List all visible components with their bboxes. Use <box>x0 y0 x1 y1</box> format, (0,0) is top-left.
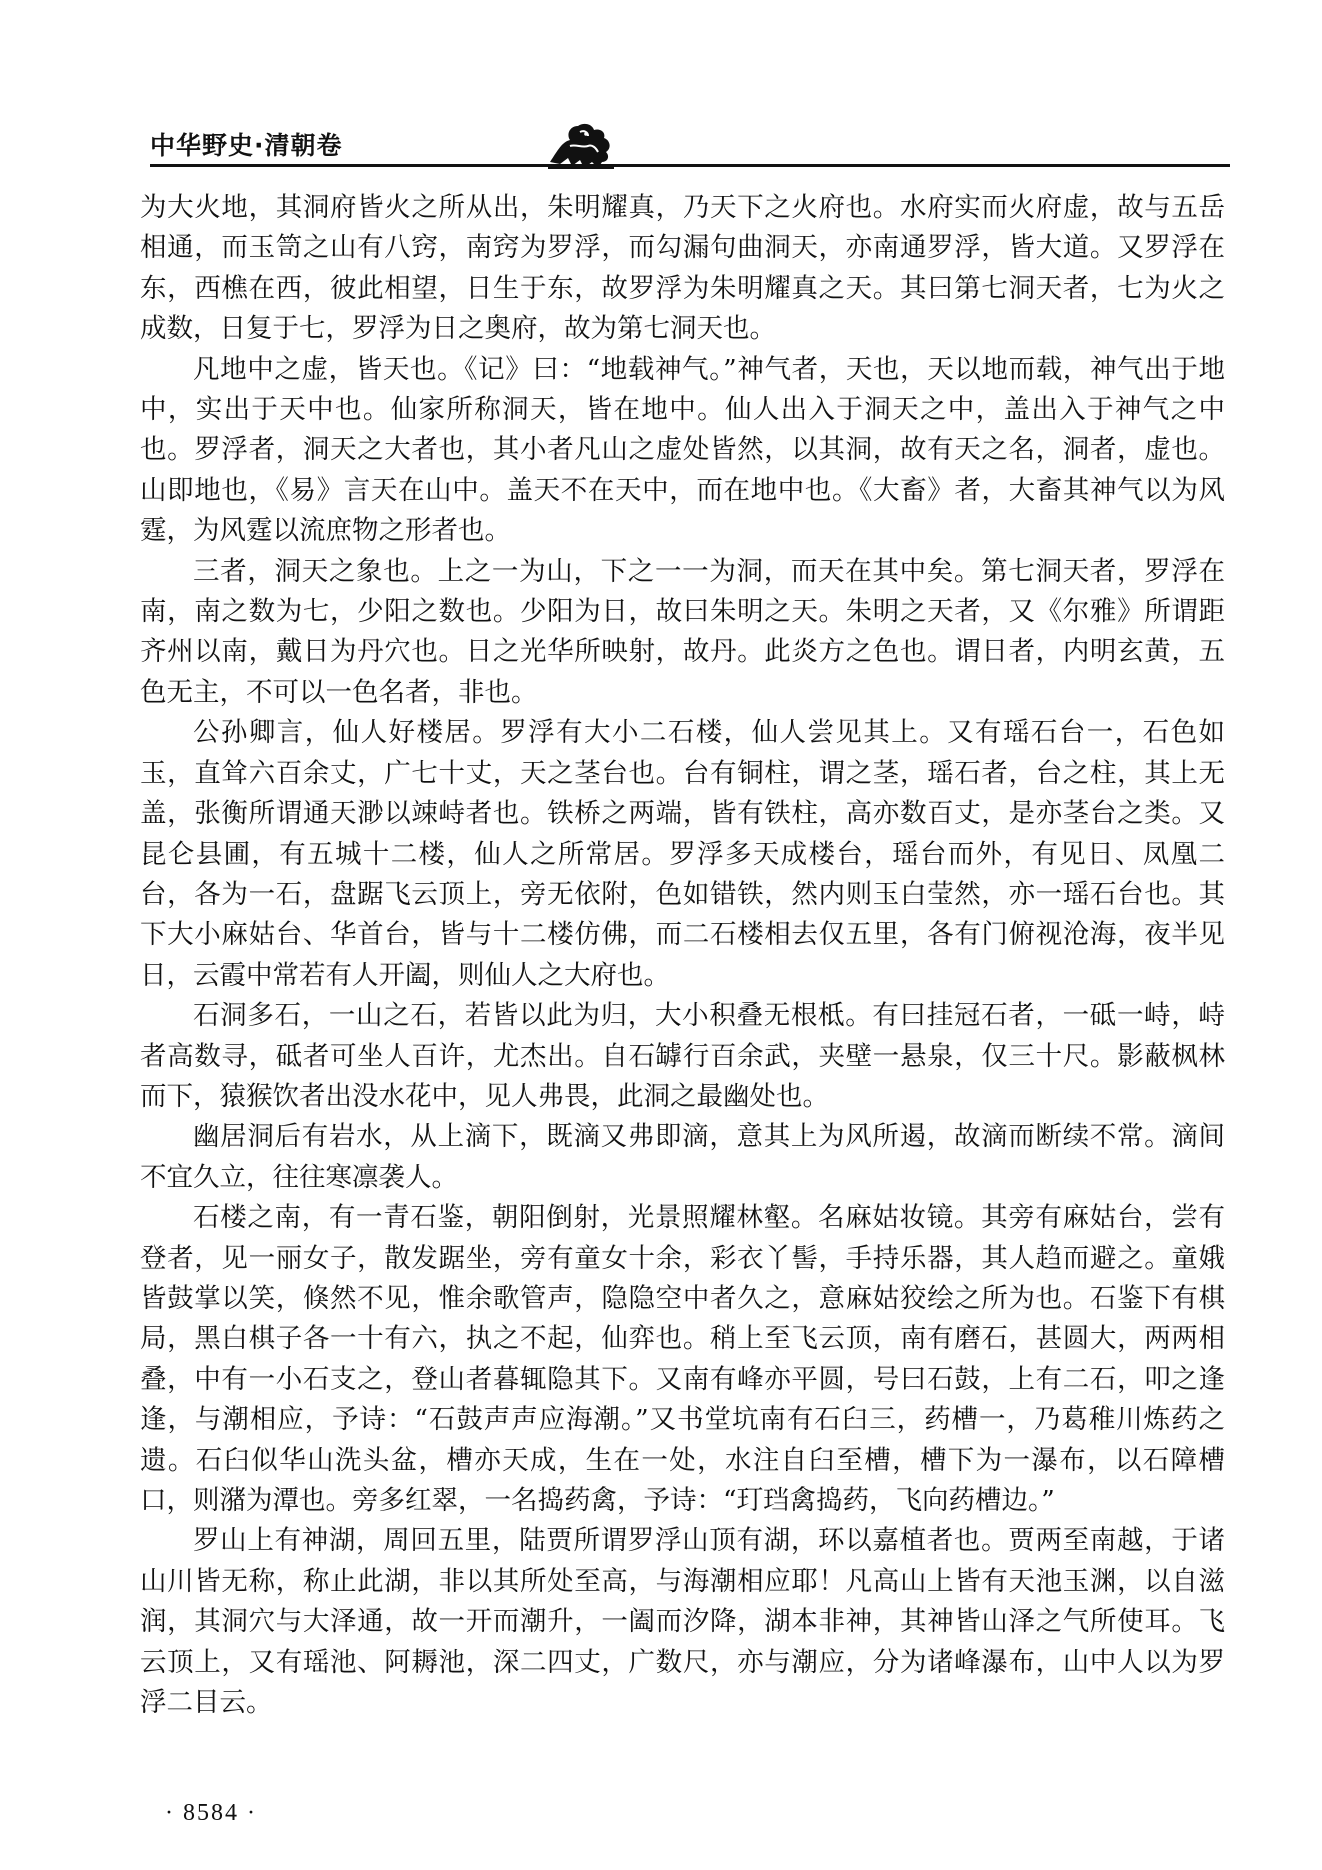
running-title: 中华野史·清朝卷 <box>150 131 343 160</box>
body-text <box>140 188 1225 1723</box>
paragraph: 罗山上有神湖，周回五里，陆贾所谓罗浮山顶有湖，环以嘉植者也。贾两至南越，于诸山川皆无称，称止此湖，非以其所处至高，与海潮相应耶！凡高山上皆有天池玉渊，以自滋润，其洞穴与大泽通，故一开而潮升，一阖而汐降，湖本非神，其神皆山泽之气所使耳。飞云顶上，又有瑶池、阿耨池，深二四丈，广数尺，亦与潮应，分为诸峰瀑布，山中人以为罗浮二目云。 <box>140 1525 1225 1719</box>
page-header <box>150 112 1230 172</box>
dragon-emblem-icon <box>540 112 620 172</box>
paragraph: 凡地中之虚，皆天也。《记》曰：“地载神气。”神气者，天也，天以地而载，神气出于地中，实出于天中也。仙家所称洞天，皆在地中。仙人出入于洞天之中，盖出入于神气之中也。罗浮者，洞天之大者也，其小者凡山之虚处皆然，以其洞，故有天之名，洞者，虚也。山即地也，《易》言天在山中。盖天不在天中，而在地中也。《大畜》者，大畜其神气以为风霆，为风霆以流庶物之形者也。 <box>140 353 1225 547</box>
paragraph: 公孙卿言，仙人好楼居。罗浮有大小二石楼，仙人尝见其上。又有瑶石台一，石色如玉，直耸六百余丈，广七十丈，天之茎台也。台有铜柱，谓之茎，瑶石者，台之柱，其上无盖，张衡所谓通天渺以竦峙者也。铁桥之两端，皆有铁柱，高亦数百丈，是亦茎台之类。又昆仑县圃，有五城十二楼，仙人之所常居。罗浮多天成楼台，瑶台而外，有见日、凤凰二台，各为一石，盘踞飞云顶上，旁无依附，色如错铁，然内则玉白莹然，亦一瑶石台也。其下大小麻姑台、华首台，皆与十二楼仿佛，而二石楼相去仅五里，各有门俯视沧海，夜半见日，云霞中常若有人开阖，则仙人之大府也。 <box>140 717 1225 991</box>
paragraph: 为大火地，其洞府皆火之所从出，朱明耀真，乃天下之火府也。水府实而火府虚，故与五岳相通，而玉笥之山有八窍，南窍为罗浮，而勾漏句曲洞天，亦南通罗浮，皆大道。又罗浮在东，西樵在西，彼此相望，日生于东，故罗浮为朱明耀真之天。其曰第七洞天者，七为火之成数，日复于七，罗浮为日之奥府，故为第七洞天也。 <box>140 192 1225 345</box>
paragraph: 三者，洞天之象也。上之一为山，下之一一为洞，而天在其中矣。第七洞天者，罗浮在南，南之数为七，少阳之数也。少阳为日，故曰朱明之天。朱明之天者，又《尔雅》所谓距齐州以南，戴日为丹穴也。日之光华所映射，故丹。此炎方之色也。谓日者，内明玄黄，五色无主，不可以一色名者，非也。 <box>140 555 1225 708</box>
page-number: · 8584 · <box>165 1800 257 1826</box>
paragraph: 石楼之南，有一青石鉴，朝阳倒射，光景照耀林壑。名麻姑妆镜。其旁有麻姑台，尝有登者，见一丽女子，散发踞坐，旁有童女十余，彩衣丫髻，手持乐器，其人趋而避之。童娥皆鼓掌以笑，倏然不见，惟余歌管声，隐隐空中者久之，意麻姑狡绘之所为也。石鉴下有棋局，黑白棋子各一十有六，执之不起，仙弈也。稍上至飞云顶，南有磨石，甚圆大，两两相叠，中有一小石支之，登山者暮辄隐其下。又南有峰亦平圆，号曰石鼓，上有二石，叩之逢逢，与潮相应，予诗：“石鼓声声应海潮。”又书堂坑南有石臼三，药槽一，乃葛稚川炼药之遗。石臼似华山洗头盆，槽亦天成，生在一处，水注自臼至槽，槽下为一瀑布，以石障槽口，则潴为潭也。旁多红翠，一名捣药禽，予诗：“玎珰禽捣药，飞向药槽边。” <box>140 1202 1225 1516</box>
paragraph: 石洞多石，一山之石，若皆以此为归，大小积叠无根柢。有曰挂冠石者，一砥一峙，峙者高数寻，砥者可坐人百许，尤杰出。自石罅行百余武，夹壁一悬泉，仅三十尺。影蔽枫林而下，猿猴饮者出没水花中，见人弗畏，此洞之最幽处也。 <box>140 1000 1225 1112</box>
paragraph: 幽居洞后有岩水，从上滴下，既滴又弗即滴，意其上为风所遏，故滴而断续不常。滴间不宜久立，往往寒凛袭人。 <box>140 1121 1225 1193</box>
header-rule <box>150 164 1230 167</box>
